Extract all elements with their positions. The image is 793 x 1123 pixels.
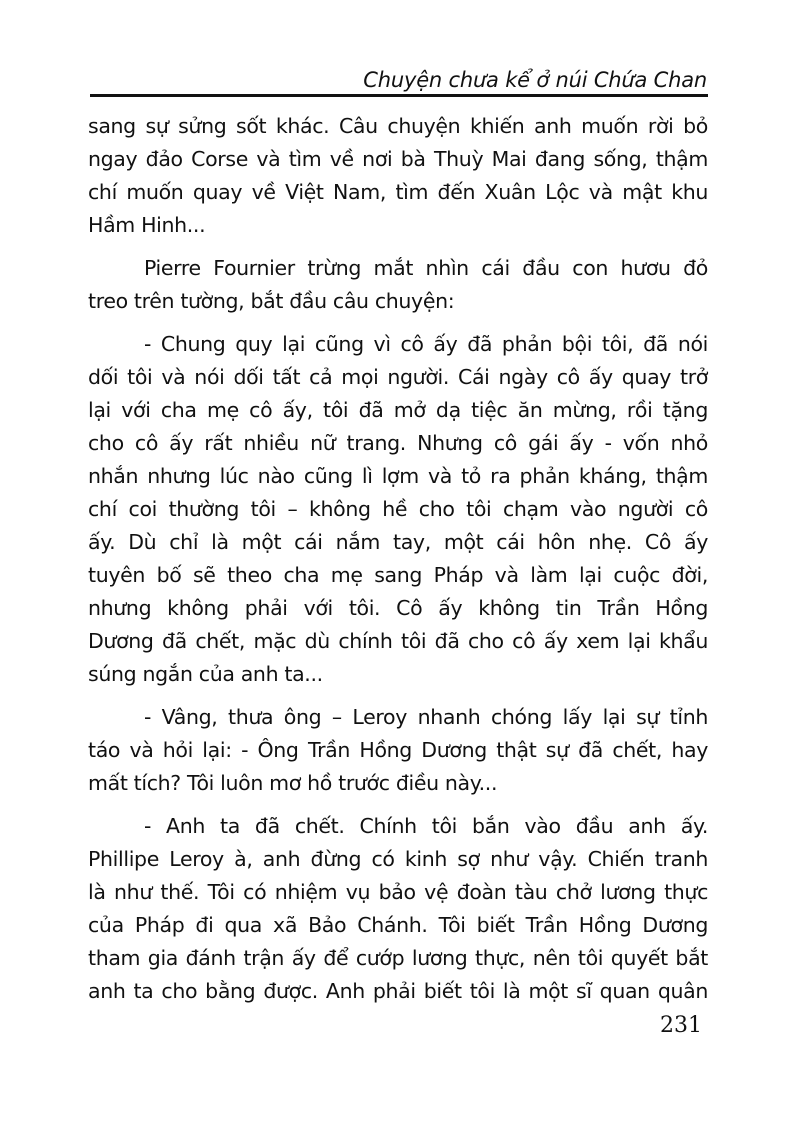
paragraph [88, 110, 708, 242]
text-line: Pierre Fournier trừng mắt nhìn cái đầu con hươu đỏ [144, 256, 708, 280]
text-line: - Vâng, thưa ông – Leroy nhanh chóng lấy lại sự tỉnh [144, 705, 708, 729]
text-line: cho cô ấy rất nhiều nữ trang. Nhưng cô gái ấy - vốn nhỏ [88, 431, 708, 455]
text-line: dối tôi và nói dối tất cả mọi người. Cái ngày cô ấy quay trở [88, 365, 708, 389]
text-line: táo và hỏi lại: - Ông Trần Hồng Dương thật sự đã chết, hay [88, 738, 708, 762]
text-line: ấy. Dù chỉ là một cái nắm tay, một cái hôn nhẹ. Cô ấy [88, 530, 708, 554]
text-line: nhưng không phải với tôi. Cô ấy không tin Trần Hồng [88, 596, 708, 620]
text-line: nhắn nhưng lúc nào cũng lì lợm và tỏ ra phản kháng, thậm [88, 464, 708, 488]
paragraph [88, 252, 708, 318]
text-line: Dương đã chết, mặc dù chính tôi đã cho cô ấy xem lại khẩu [88, 629, 708, 653]
text-line: anh ta cho bằng được. Anh phải biết tôi là một sĩ quan quân [88, 979, 708, 1003]
page-number: 231 [660, 1013, 702, 1038]
running-header-title: Chuyện chưa kể ở núi Chứa Chan [363, 68, 707, 92]
text-line: sang sự sửng sốt khác. Câu chuyện khiến anh muốn rời bỏ [88, 114, 708, 138]
paragraph [88, 328, 708, 691]
text-line: là như thế. Tôi có nhiệm vụ bảo vệ đoàn tàu chở lương thực [88, 880, 708, 904]
text-line: của Pháp đi qua xã Bảo Chánh. Tôi biết Trần Hồng Dương [88, 913, 708, 937]
page-body [88, 110, 708, 1018]
text-line: - Chung quy lại cũng vì cô ấy đã phản bội tôi, đã nói [144, 332, 708, 356]
text-line: Phillipe Leroy à, anh đừng có kinh sợ như vậy. Chiến tranh [88, 847, 708, 871]
paragraph [88, 701, 708, 800]
header-rule [90, 94, 708, 97]
text-line: tuyên bố sẽ theo cha mẹ sang Pháp và làm lại cuộc đời, [88, 563, 708, 587]
text-line: mất tích? Tôi luôn mơ hồ trước điều này... [88, 771, 498, 795]
text-line: súng ngắn của anh ta... [88, 662, 323, 686]
text-line: chí coi thường tôi – không hề cho tôi chạm vào người cô [88, 497, 708, 521]
text-line: treo trên tường, bắt đầu câu chuyện: [88, 289, 455, 313]
text-line: tham gia đánh trận ấy để cướp lương thực, nên tôi quyết bắt [88, 946, 708, 970]
text-line: lại với cha mẹ cô ấy, tôi đã mở dạ tiệc ăn mừng, rồi tặng [88, 398, 708, 422]
text-line: Hầm Hinh... [88, 213, 206, 237]
text-line: ngay đảo Corse và tìm về nơi bà Thuỳ Mai đang sống, thậm [88, 147, 708, 171]
text-line: - Anh ta đã chết. Chính tôi bắn vào đầu anh ấy. [144, 814, 708, 838]
text-line: chí muốn quay về Việt Nam, tìm đến Xuân Lộc và mật khu [88, 180, 708, 204]
paragraph [88, 810, 708, 1008]
